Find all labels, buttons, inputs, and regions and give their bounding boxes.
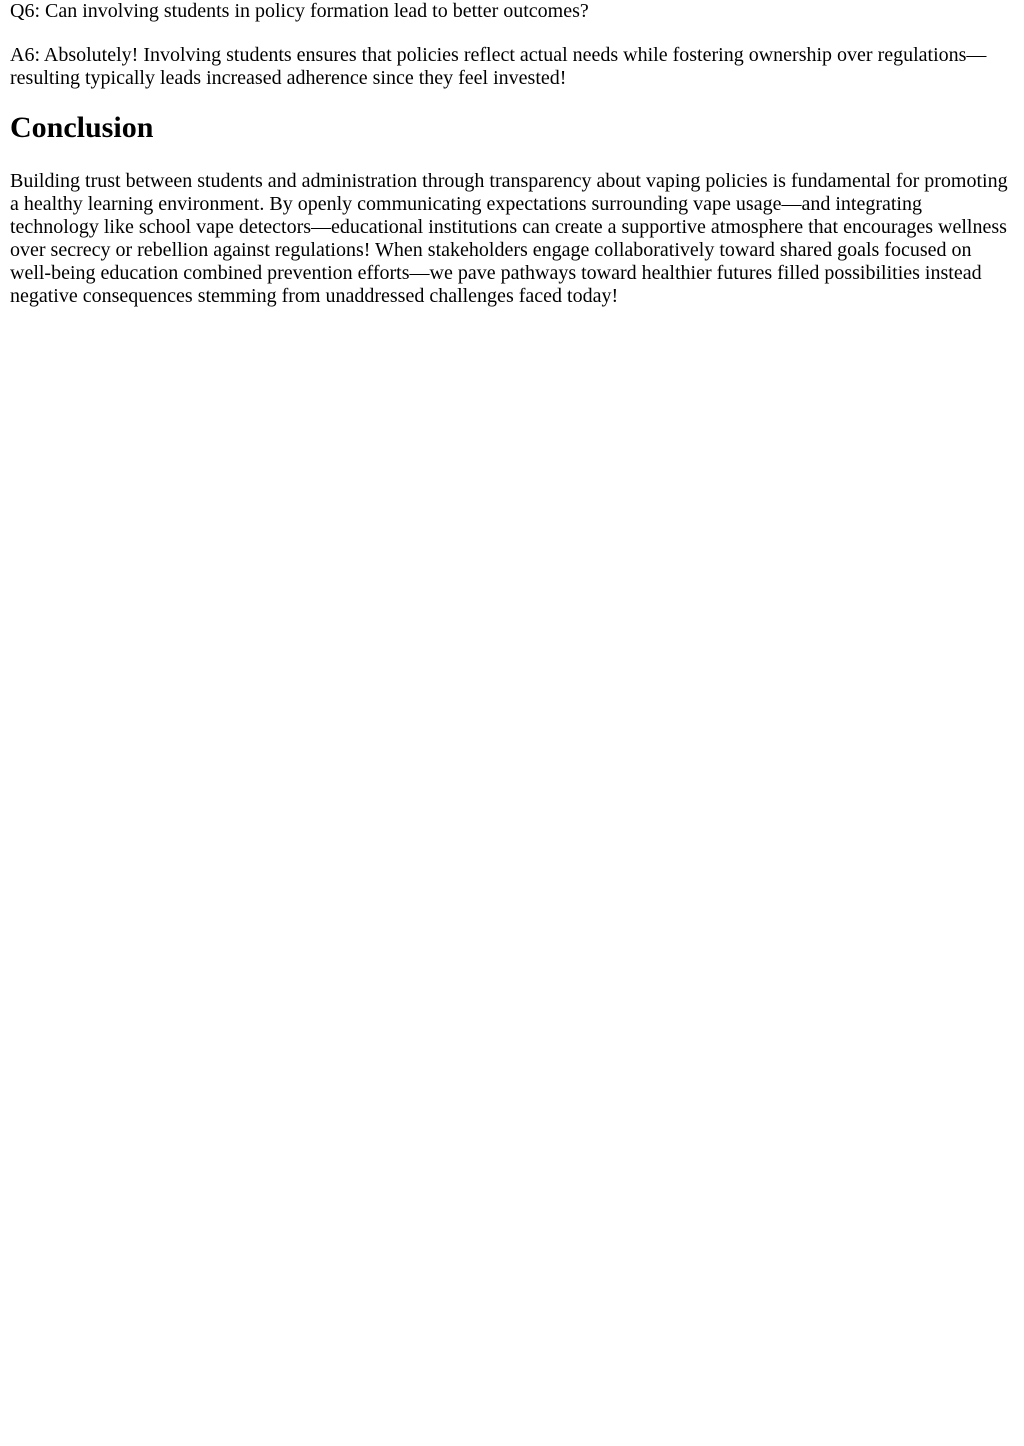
conclusion-heading: Conclusion <box>10 111 154 144</box>
conclusion-paragraph: Building trust between students and administration through transparency about vaping policies is fundamental for promoting a healthy learning environment. By openly communicating expectations surrounding vape usage—and integrating technology like school vape detectors—educational institutions can create a supportive atmosphere that encourages wellness over secrecy or rebellion against regulations! When stakeholders engage collaboratively toward shared goals focused on well-being education combined prevention efforts—we pave pathways toward healthier futures filled possibilities instead negative consequences stemming from unaddressed challenges faced today! <box>10 170 1008 307</box>
faq-answer: A6: Absolutely! Involving students ensures that policies reflect actual needs while fostering ownership over regulations—resulting typically leads increased adherence since they feel invested! <box>10 44 987 89</box>
faq-question: Q6: Can involving students in policy formation lead to better outcomes? <box>10 0 589 22</box>
document-body <box>10 0 1010 308</box>
